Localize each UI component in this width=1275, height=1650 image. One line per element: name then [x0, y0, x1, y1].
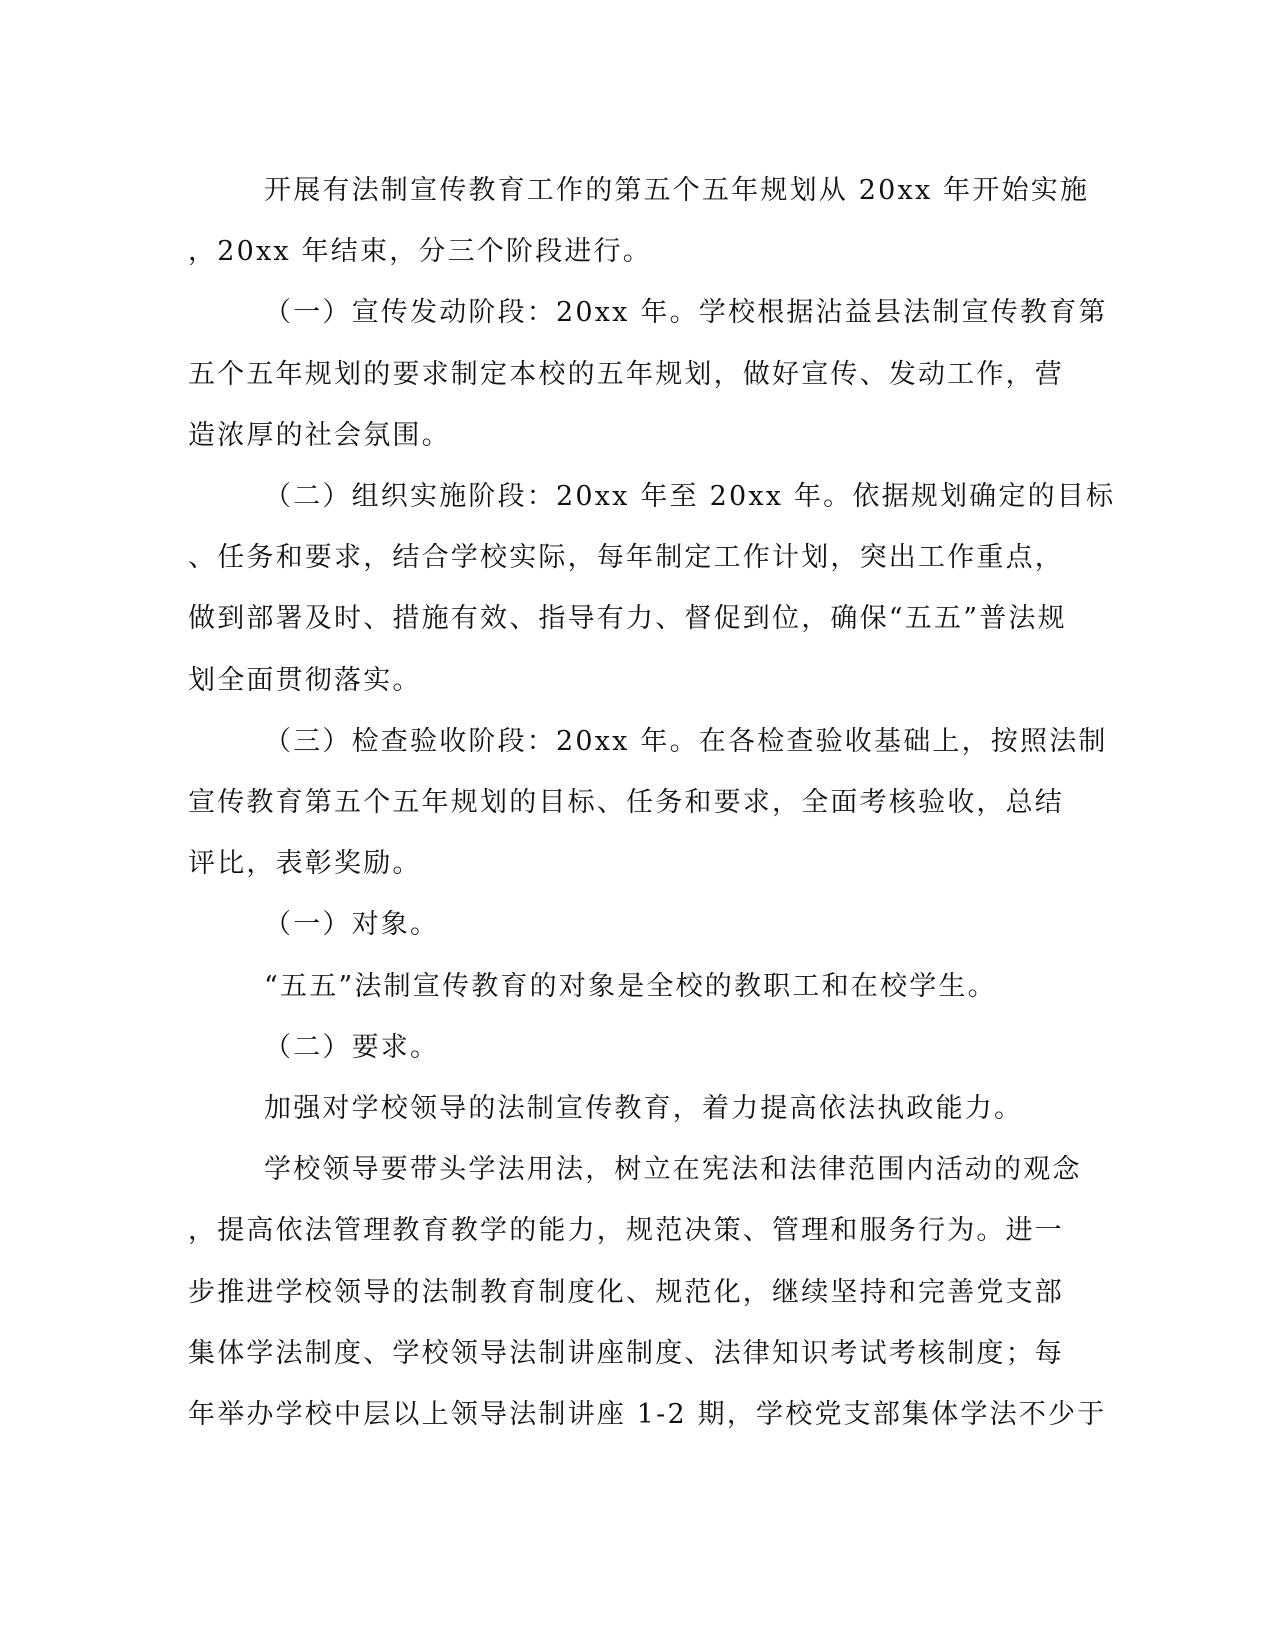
- text-line: （三）检查验收阶段：20xx 年。在各检查验收基础上，按照法制: [264, 725, 1108, 757]
- text-line: 开展有法制宣传教育工作的第五个五年规划从 20xx 年开始实施: [264, 175, 1090, 206]
- text-line: 加强对学校领导的法制宣传教育，着力提高依法执政能力。: [264, 1093, 1024, 1125]
- text-line: ，提高依法管理教育教学的能力，规范决策、管理和服务行为。进一: [188, 1215, 1064, 1247]
- text-line: 集体学法制度、学校领导法制讲座制度、法律知识考试考核制度；每: [188, 1337, 1064, 1369]
- text-line: 评比，表彰奖励。: [188, 848, 422, 880]
- text-line: ，20xx 年结束，分三个阶段进行。: [188, 236, 652, 268]
- text-line: 学校领导要带头学法用法，树立在宪法和法律范围内活动的观念: [264, 1154, 1082, 1186]
- text-line: 划全面贯彻落实。: [188, 664, 422, 696]
- text-line: 步推进学校领导的法制教育制度化、规范化，继续坚持和完善党支部: [188, 1276, 1064, 1308]
- text-line: （二）要求。: [264, 1031, 440, 1063]
- document-body: [188, 160, 1116, 1445]
- text-line: “五五”法制宣传教育的对象是全校的教职工和在校学生。: [264, 970, 997, 1002]
- paragraph-stage-three: [188, 711, 1108, 895]
- text-line: 做到部署及时、措施有效、指导有力、督促到位，确保“五五”普法规: [188, 603, 1067, 635]
- text-line: （二）组织实施阶段：20xx 年至 20xx 年。依据规划确定的目标: [264, 481, 1116, 513]
- paragraph-target: [188, 956, 1088, 1017]
- paragraph-leadership-education: [188, 1078, 1088, 1139]
- text-line: 宣传教育第五个五年规划的目标、任务和要求，全面考核验收，总结: [188, 787, 1064, 819]
- paragraph-stage-two: [188, 466, 1116, 711]
- text-line: （一）对象。: [264, 909, 440, 941]
- paragraph-stage-one: [188, 282, 1108, 466]
- heading-target: [188, 894, 1088, 955]
- paragraph-leadership-details: [188, 1139, 1107, 1445]
- heading-requirements: [188, 1017, 1088, 1078]
- text-line: 年举办学校中层以上领导法制讲座 1-2 期，学校党支部集体学法不少于: [188, 1399, 1107, 1431]
- text-line: （一）宣传发动阶段：20xx 年。学校根据沾益县法制宣传教育第: [264, 297, 1108, 329]
- paragraph-plan-overview: [188, 160, 1088, 282]
- text-line: 造浓厚的社会氛围。: [188, 419, 451, 451]
- text-line: 五个五年规划的要求制定本校的五年规划，做好宣传、发动工作，营: [188, 358, 1064, 390]
- text-line: 、任务和要求，结合学校实际，每年制定工作计划，突出工作重点，: [188, 542, 1064, 574]
